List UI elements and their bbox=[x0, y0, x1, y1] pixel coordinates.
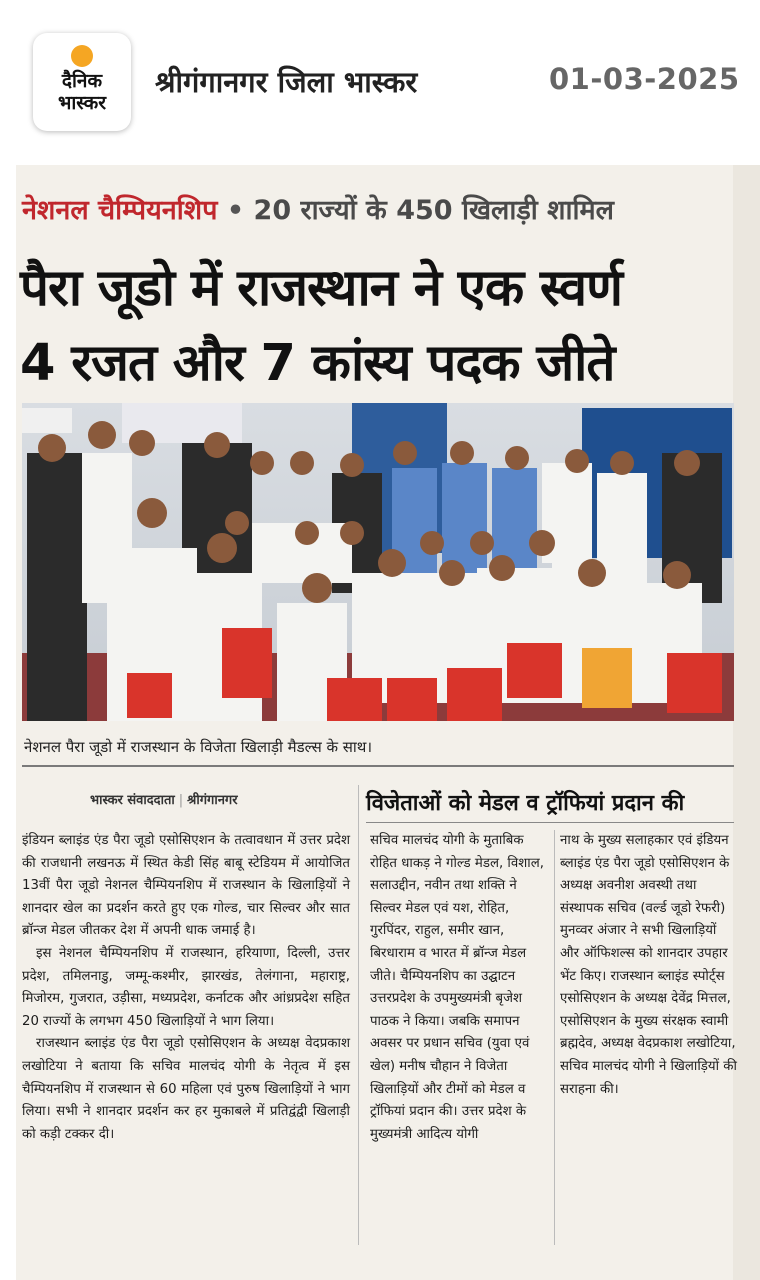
edition-title: श्रीगंगानगर जिला भास्कर bbox=[155, 65, 418, 99]
adjacent-page-edge bbox=[733, 165, 760, 1280]
kicker-detail: 20 राज्यों के 450 खिलाड़ी शामिल bbox=[253, 195, 614, 226]
article-column-1 bbox=[22, 830, 350, 1146]
column-divider-2 bbox=[554, 830, 555, 1245]
kicker-topic: नेशनल चैम्पियनशिप bbox=[22, 195, 218, 226]
article-column-3: नाथ के मुख्य सलाहकार एवं इंडियन ब्लाइंड एंड पैरा जूडो एसोसिएशन के अध्यक्ष अवनीश अवस्थी तथा संस्थापक सचिव (वर्ल्ड जूडो रेफरी) मुनव्वर अंजार ने सभी खिलाड़ियों और ऑफिशल्स को शानदार उपहार भेंट किए। राजस्थान ब्लाइंड स्पोर्ट्स एसोसिएशन के अध्यक्ष देवेंद्र मित्तल, एसोसिएशन के मुख्य संरक्षक स्वामी ब्रह्मदेव, अध्यक्ष वेदप्रकाश लखोटिया, सचिव मालचंद योगी ने खिलाड़ियों की सराहना की। bbox=[560, 833, 737, 1097]
logo-sun-icon bbox=[71, 45, 93, 67]
section-divider bbox=[22, 765, 734, 767]
group-photo-illustration bbox=[22, 403, 734, 721]
byline-separator: | bbox=[178, 793, 184, 808]
kicker-bullet: • bbox=[226, 195, 245, 226]
headline-line-1: पैरा जूडो में राजस्थान ने एक स्वर्ण bbox=[20, 259, 622, 318]
paragraph-3: राजस्थान ब्लाइंड एंड पैरा जूडो एसोसिएशन के अध्यक्ष वेदप्रकाश लखोटिया ने बताया कि सचिव मालचंद योगी के नेतृत्व में इस चैम्पियनशिप में राजस्थान से 60 महिला एवं पुरुष खिलाड़ियों ने भाग लिया। सभी ने शानदार प्रदर्शन कर हर मुकाबले में प्रतिद्वंद्वी खिलाड़ी को कड़ी टक्कर दी। bbox=[22, 1036, 350, 1142]
paragraph-1: इंडियन ब्लाइंड एंड पैरा जूडो एसोसिएशन के तत्वावधान में उत्तर प्रदेश की राजधानी लखनऊ में स्थित केडी सिंह बाबू स्टेडियम में आयोजित 13वीं पैरा जूडो नेशनल चैम्पियनशिप में राजस्थान के खिलाड़ियों ने शानदार खेल का प्रदर्शन करते हुए एक गोल्ड, चार सिल्वर और सात ब्रॉन्ज मेडल जीतकर देश में अपनी धाक जमाई है। bbox=[22, 833, 350, 939]
logo-text-line2: भास्कर bbox=[57, 92, 107, 114]
edition-date: 01-03-2025 bbox=[549, 62, 740, 96]
article-subhead: विजेताओं को मेडल व ट्रॉफियां प्रदान की bbox=[366, 791, 685, 816]
subhead-rule bbox=[366, 822, 734, 823]
article-column-2: सचिव मालचंद योगी के मुताबिक रोहित धाकड़ ने गोल्ड मेडल, विशाल, सलाउद्दीन, नवीन तथा शक्ति ने सिल्वर मेडल एवं यश, रोहित, गुरपिंदर, राहुल, समीर खान, बिरधाराम व भारत में ब्रॉन्ज मेडल जीते। चैम्पियनशिप का उद्घाटन उत्तरप्रदेश के उपमुख्यमंत्री बृजेश पाठक ने किया। जबकि समापन अवसर पर प्रधान सचिव (युवा एवं खेल) मनीष चौहान ने विजेता खिलाड़ियों और टीमों को मेडल व ट्रॉफियां प्रदान की। उत्तर प्रदेश के मुख्यमंत्री आदित्य योगी bbox=[370, 833, 544, 1142]
byline-place: श्रीगंगानगर bbox=[187, 793, 238, 808]
column-divider-1 bbox=[358, 785, 359, 1245]
newspaper-logo[interactable] bbox=[33, 33, 131, 131]
article-photo[interactable] bbox=[22, 403, 734, 721]
paragraph-2: इस नेशनल चैम्पियनशिप में राजस्थान, हरियाणा, दिल्ली, उत्तर प्रदेश, तमिलनाडु, जम्मू-कश्मीर, झारखंड, तेलंगाना, महाराष्ट्र, मिजोरम, गुजरात, उड़ीसा, मध्यप्रदेश, कर्नाटक और आंध्रप्रदेश सहित 20 राज्यों के लगभग 450 खिलाड़ियों ने भाग लिया। bbox=[22, 945, 350, 1029]
app-header bbox=[0, 0, 760, 165]
byline bbox=[90, 790, 238, 808]
byline-source: भास्कर संवाददाता bbox=[90, 793, 175, 808]
logo-text-line1: दैनिक bbox=[61, 70, 103, 92]
photo-caption: नेशनल पैरा जूडो में राजस्थान के विजेता खिलाड़ी मैडल्स के साथ। bbox=[24, 738, 373, 756]
article-kicker bbox=[22, 190, 614, 227]
headline-line-2: 4 रजत और 7 कांस्य पदक जीते bbox=[20, 334, 615, 393]
